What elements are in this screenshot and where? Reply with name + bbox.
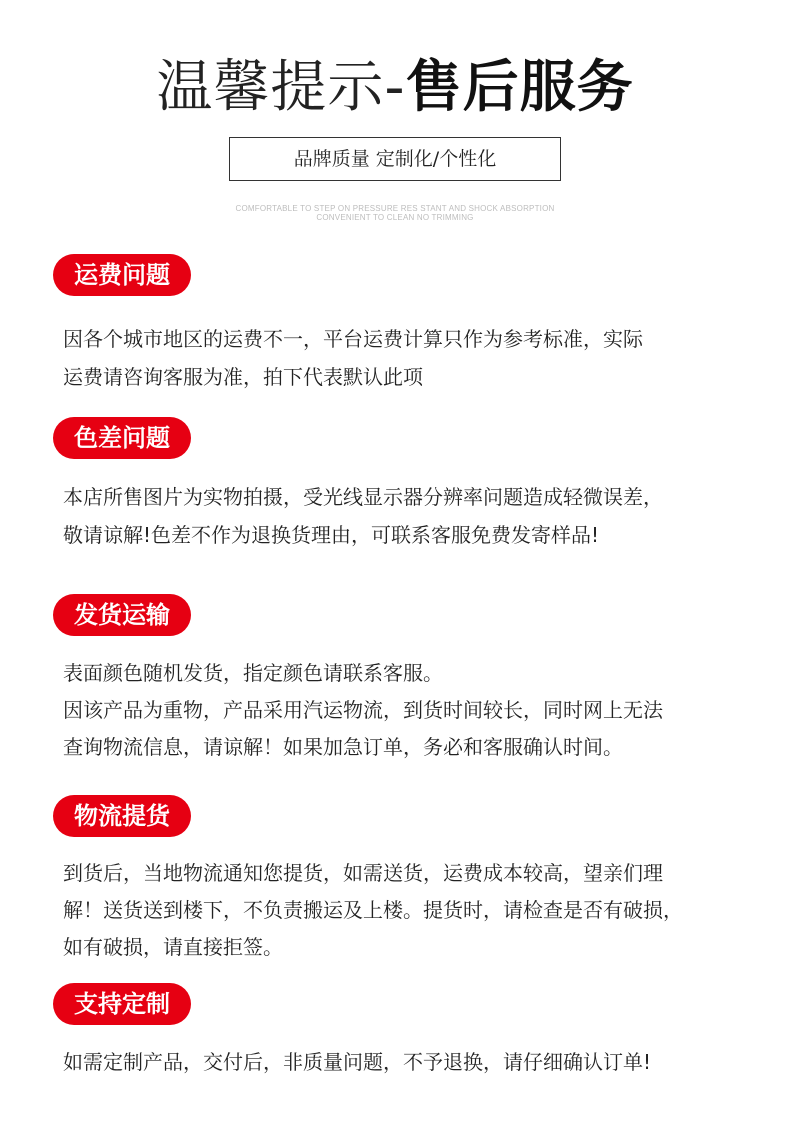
section-heading-shipping-fee: 运费问题 (53, 254, 191, 296)
tagline-line-2: CONVENIENT TO CLEAN NO TRIMMING (316, 213, 474, 222)
section-body-color-difference (63, 478, 763, 554)
text-line: 运费请咨询客服为准，拍下代表默认此项 (63, 365, 423, 389)
tagline-line-1: COMFORTABLE TO STEP ON PRESSURE RES STANT AND SHOCK ABSORPTION (235, 204, 555, 213)
text-line: 因该产品为重物，产品采用汽运物流，到货时间较长，同时网上无法 (63, 698, 663, 722)
section-heading-pickup: 物流提货 (53, 795, 191, 837)
page-title-bold: 售后服务 (405, 55, 634, 120)
section-body-customization (63, 1043, 763, 1081)
section-heading-delivery: 发货运输 (53, 594, 191, 636)
subtitle-box: 品牌质量 定制化/个性化 (229, 137, 561, 181)
section-body-shipping-fee (63, 320, 763, 396)
section-body-pickup (63, 855, 763, 966)
section-heading-color-difference: 色差问题 (53, 417, 191, 459)
text-line: 表面颜色随机发货，指定颜色请联系客服。 (63, 661, 443, 685)
text-line: 查询物流信息，请谅解！如果加急订单，务必和客服确认时间。 (63, 735, 623, 759)
page-title (0, 52, 790, 124)
text-line: 到货后，当地物流通知您提货，如需送货，运费成本较高，望亲们理 (63, 861, 663, 885)
text-line: 如有破损，请直接拒签。 (63, 935, 283, 959)
text-line: 如需定制产品，交付后，非质量问题，不予退换，请仔细确认订单! (63, 1050, 652, 1074)
section-heading-customization: 支持定制 (53, 983, 191, 1025)
page-title-light: 温馨提示- (156, 55, 406, 120)
text-line: 因各个城市地区的运费不一，平台运费计算只作为参考标准，实际 (63, 327, 643, 351)
text-line: 解！送货送到楼下，不负责搬运及上楼。提货时，请检查是否有破损， (63, 898, 683, 922)
text-line: 敬请谅解!色差不作为退换货理由，可联系客服免费发寄样品! (63, 523, 600, 547)
text-line: 本店所售图片为实物拍摄，受光线显示器分辨率问题造成轻微误差， (63, 485, 663, 509)
tagline (0, 204, 790, 222)
section-body-delivery (63, 655, 763, 766)
